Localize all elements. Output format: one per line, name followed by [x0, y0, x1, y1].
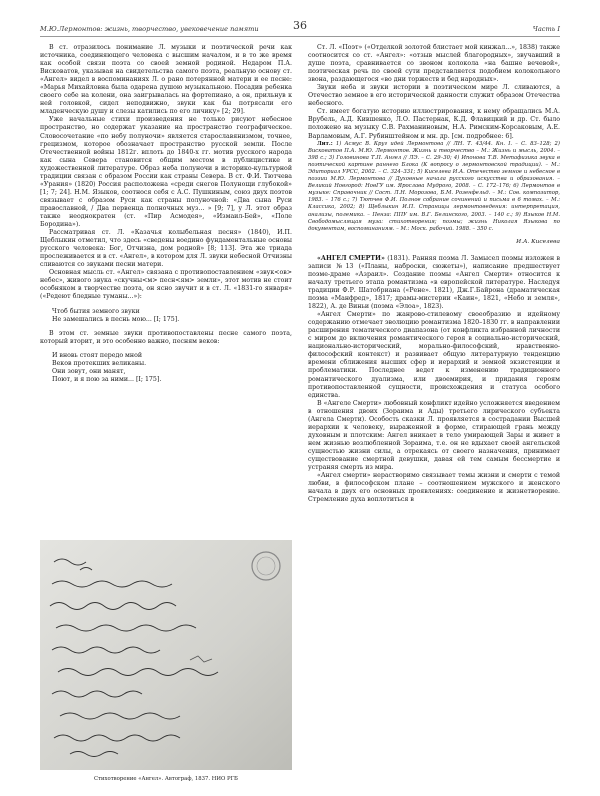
literature-label: Лит.:	[317, 140, 333, 147]
paragraph: В «Ангеле Смерти» любовный конфликт идейно усложняется введением в отношения двоих (Зораима и Ады) третьего лирического субъекта (Ангела Смерти). Особость сказки Л. проявляется в сострадании Высшей иерархии к человеку, выраженной в форме, стирающей грань между духовным и плотским: Ангел вникает в тело умирающей Зары и живет в нем жизнью возлюбленной Зораима, т.е. он не вдыхает своей ангельской сущностью жизни силы, а отрекаясь от своего назначения, принимает существование смертной девушки, давая ей тем самым бессмертие и устраняя смерть из мира.	[308, 399, 560, 472]
paragraph: Основная мысль ст. «Ангел» связана с противопоставлением «звук<ов> небес», живого звука «скучны<м> песн<ям> земли», этот мотив не стоит особняком в творчестве поэта, он ясно звучит и в ст. Л. «1831-го января» («Редеют бледные туманы...»):	[40, 269, 292, 301]
author-signature: И.А. Киселева	[516, 238, 560, 245]
paragraph: В ст. отразилось понимание Л. музыки и поэтической речи как источника, соединяющего человека с высшим началом, и в то же время как особой связи поэта со своей земной родиной. Недаром П.А. Висковатов, указывая на свидетельства самого поэта, реальную основу ст. «Ангел» видел в воспоминаниях Л. о рано потерянной матери и ее песне: «Марья Михайловна была одарена душою музыкальною. Посадив ребенка своего себе на колени, она заигрывалась на фортепиано, а он, прильнув к ней головкой, сидел неподвижно, звуки как бы потрясали его младенческую душу и слезы катились по его личику» [2; 29].	[40, 44, 292, 116]
paragraph: Рассматривая ст. Л. «Казачья колыбельная песня» (1840), И.П. Щеблыкин отметил, что здесь «сведены воедино фундаментальные основы русского человека: Бог, Отчизна, дом родной» [8; 113]. Эта же триада прослеживается и в ст. «Ангел», в котором для Л. звуки небесной Отчизны сливаются со звуками песни матери.	[40, 229, 292, 269]
verse-quote	[52, 308, 292, 324]
left-column	[40, 44, 292, 390]
paragraph: Ст. имеет богатую историю иллюстрирования, к нему обращались М.А. Врубель, А.Д. Кившенко, Л.О. Пастернак, К.Д. Флавицкий и др. Ст. было положено на музыку С.В. Рахманиновым, Н.А. Римским-Корсаковым, А.Е. Варламовым, А.Г. Рубинштейном и мн. др. [см. подробнее: 6].	[308, 108, 560, 140]
literature-text: 1) Асмус В. Круг идей Лермонтова // ЛН. Т. 43/44. Кн. I. – С. 83–128; 2) Висковатов П.А. М.Ю. Лермонтов. Жизнь и творчество – М.: Жизнь и мысль, 2004. – 398 с.; 3) Головинова Т.П. Ангел // ЛЭ. – С. 29–30; 4) Ипонова Т.В. Метафизика звука в поэтической картине раннего Блока (К вопросу о лермонтовской традиции). – М.: Эдиториал УРСС, 2002. – С. 324–331; 5) Киселева И.А. Отечество земное и небесное в поэзии М.Ю. Лермонтова // Духовные начала русского искусства и образования. – Великий Новгород: НовГУ им. Ярослава Мудрого, 2008. – С. 172–176; 6) Лермонтов в музыке: Справочник // Сост. Л.Н. Морозова, Б.М. Розенфельд. – М.: Сов. композитор, 1983. – 176 с.; 7) Тютчев Ф.И. Полное собрание сочинений и письма в 6 томах. – М.: Классика, 2002; 8) Щеблыкин И.П. Страницы лермонтоведения: интерпретация, анализы, полемика. – Пенза: ППУ им. В.Г. Белинского, 2003. – 140 с.; 9) Языков Н.М. Свободомыслящая муза: стихотворения; поэмы; жизнь Николая Языкова по документам, воспоминаниям. – М.: Моск. рабочий. 1988. – 350 с.	[308, 140, 560, 232]
part-label: Часть I	[532, 25, 560, 33]
paragraph: Звуки неба и звуки истории в поэтическом мире Л. сливаются, а Отечество земное в его исторической данности служит образом Отечества небесного.	[308, 84, 560, 108]
entry-paragraph	[308, 255, 560, 311]
verse-line: Не замешались в песнь мою... [I; 175].	[52, 315, 180, 323]
paragraph: Уже начальные стихи произведения не только рисуют небесное пространство, но содержат указание на пространство географическое. Словосочетание «по небу полуночи» является старославянизмом, точнее, грецизмом, которое обозначает пространство русской земли. После Отечественной войны 1812г. вплоть до 1840-х гг. мотив русского народа как сына Севера становится общим местом в публицистике и художественной литературе. Образ неба полуночи в историко-культурной традиции связан с образом России как страны Севера. В ст. Ф.И. Тютчева «Урания» (1820) Россия расположена «среди снегов Полунощи глубокой» [1; 7; 24]. Н.М. Языков, соотнося себя с А.С. Пушкиным, союз двух поэтов связывает с образом Руси как страны полуночной: «Два сына Руси православной, / Два первенца полночных муз... » [9; 7], у Л. этот образ также неоднократен (ст. «Пир Асмодея», «Измаил-Бей», «Поле Бородина»).	[40, 116, 292, 229]
verse-quote	[52, 352, 292, 384]
verse-line: И вновь стоят передо мной	[52, 351, 143, 359]
paragraph: В этом ст. земные звуки противопоставлены песне самого поэта, который вторит, и это особенно важно, песням веков:	[40, 329, 292, 345]
right-column	[308, 44, 560, 504]
verse-line: Чтоб бытия земного звуки	[52, 307, 140, 315]
page-number: 36	[293, 19, 307, 32]
manuscript-image	[40, 540, 292, 770]
verse-line: Поют, и я пою за ними... [I; 175].	[52, 375, 162, 383]
paragraph: «Ангел смерти» нерастворимо связывает темы жизни и смерти с темой любви, в философском плане – соотношением мужского и женского начала в двух его основных проявлениях: соединение и жизнетворение. Стремление духа воплотиться в	[308, 472, 560, 504]
verse-line: Веков протекших великаны.	[52, 359, 147, 367]
verse-line: Они зовут, они манят,	[52, 367, 126, 375]
paragraph: Ст. Л. «Поэт» («Отделкой золотой блистает мой кинжал...», 1838) также соотносится со ст. «Ангел»: «отзыв мыслей благородных», звучавший в душе поэта, сравнивается со звоном колокола «на башне вечевой», поэтическая речь по своей сути представляется подобием колокольного звона, раздающегося «во дни торжеств и бед народных».	[308, 44, 560, 84]
literature-list	[308, 141, 560, 233]
page-header	[40, 19, 560, 37]
manuscript-photo	[40, 540, 292, 770]
paragraph: «Ангел Смерти» по жанрово-стилевому своеобразию и идейному содержанию отмечает эволюцию романтизма 1820–1830 гг. в направлении расширения тематического диапазона (от конфликта избранной личности с миром до включения романтического героя в социально-исторический, национально-исторический, морально-философский, нравственно-философский контекст) и развивает общую литературную тенденцию времени сближения высших сфер и иерархий и земной экзистенции и проблематики. Последнее ведет к изменению традиционного романтического дуализма, или двоемирия, и придания героям противопоставленной сущности, происхождения и статуса особого единства.	[308, 311, 560, 399]
entry-text: (1831). Ранняя поэма Л. Замысел поэмы изложен в записи №13 («Планы, наброски, сюжеты»), написание предшествует поэме-драме «Азраил». Создание поэмы «Ангел Смерти» относится к началу третьего этапа романтизма «в европейской литературе. Наследуя традиции Ф.Р. Шатобриана («Рене». 1821), Дж.Г.Байрона (драматическая поэма «Манфред», 1817; драмы-мистерии «Каин», 1821, «Небо и земля», 1822), А. де Виньи (поэма «Элоа», 1823).	[308, 254, 560, 311]
image-caption: Стихотворение «Ангел». Автограф, 1837. НИО РГБ	[94, 776, 238, 782]
running-title: М.Ю.Лермонтов: жизнь, творчество, увековечение памяти	[40, 25, 259, 33]
entry-title: «АНГЕЛ СМЕРТИ»	[317, 254, 385, 262]
